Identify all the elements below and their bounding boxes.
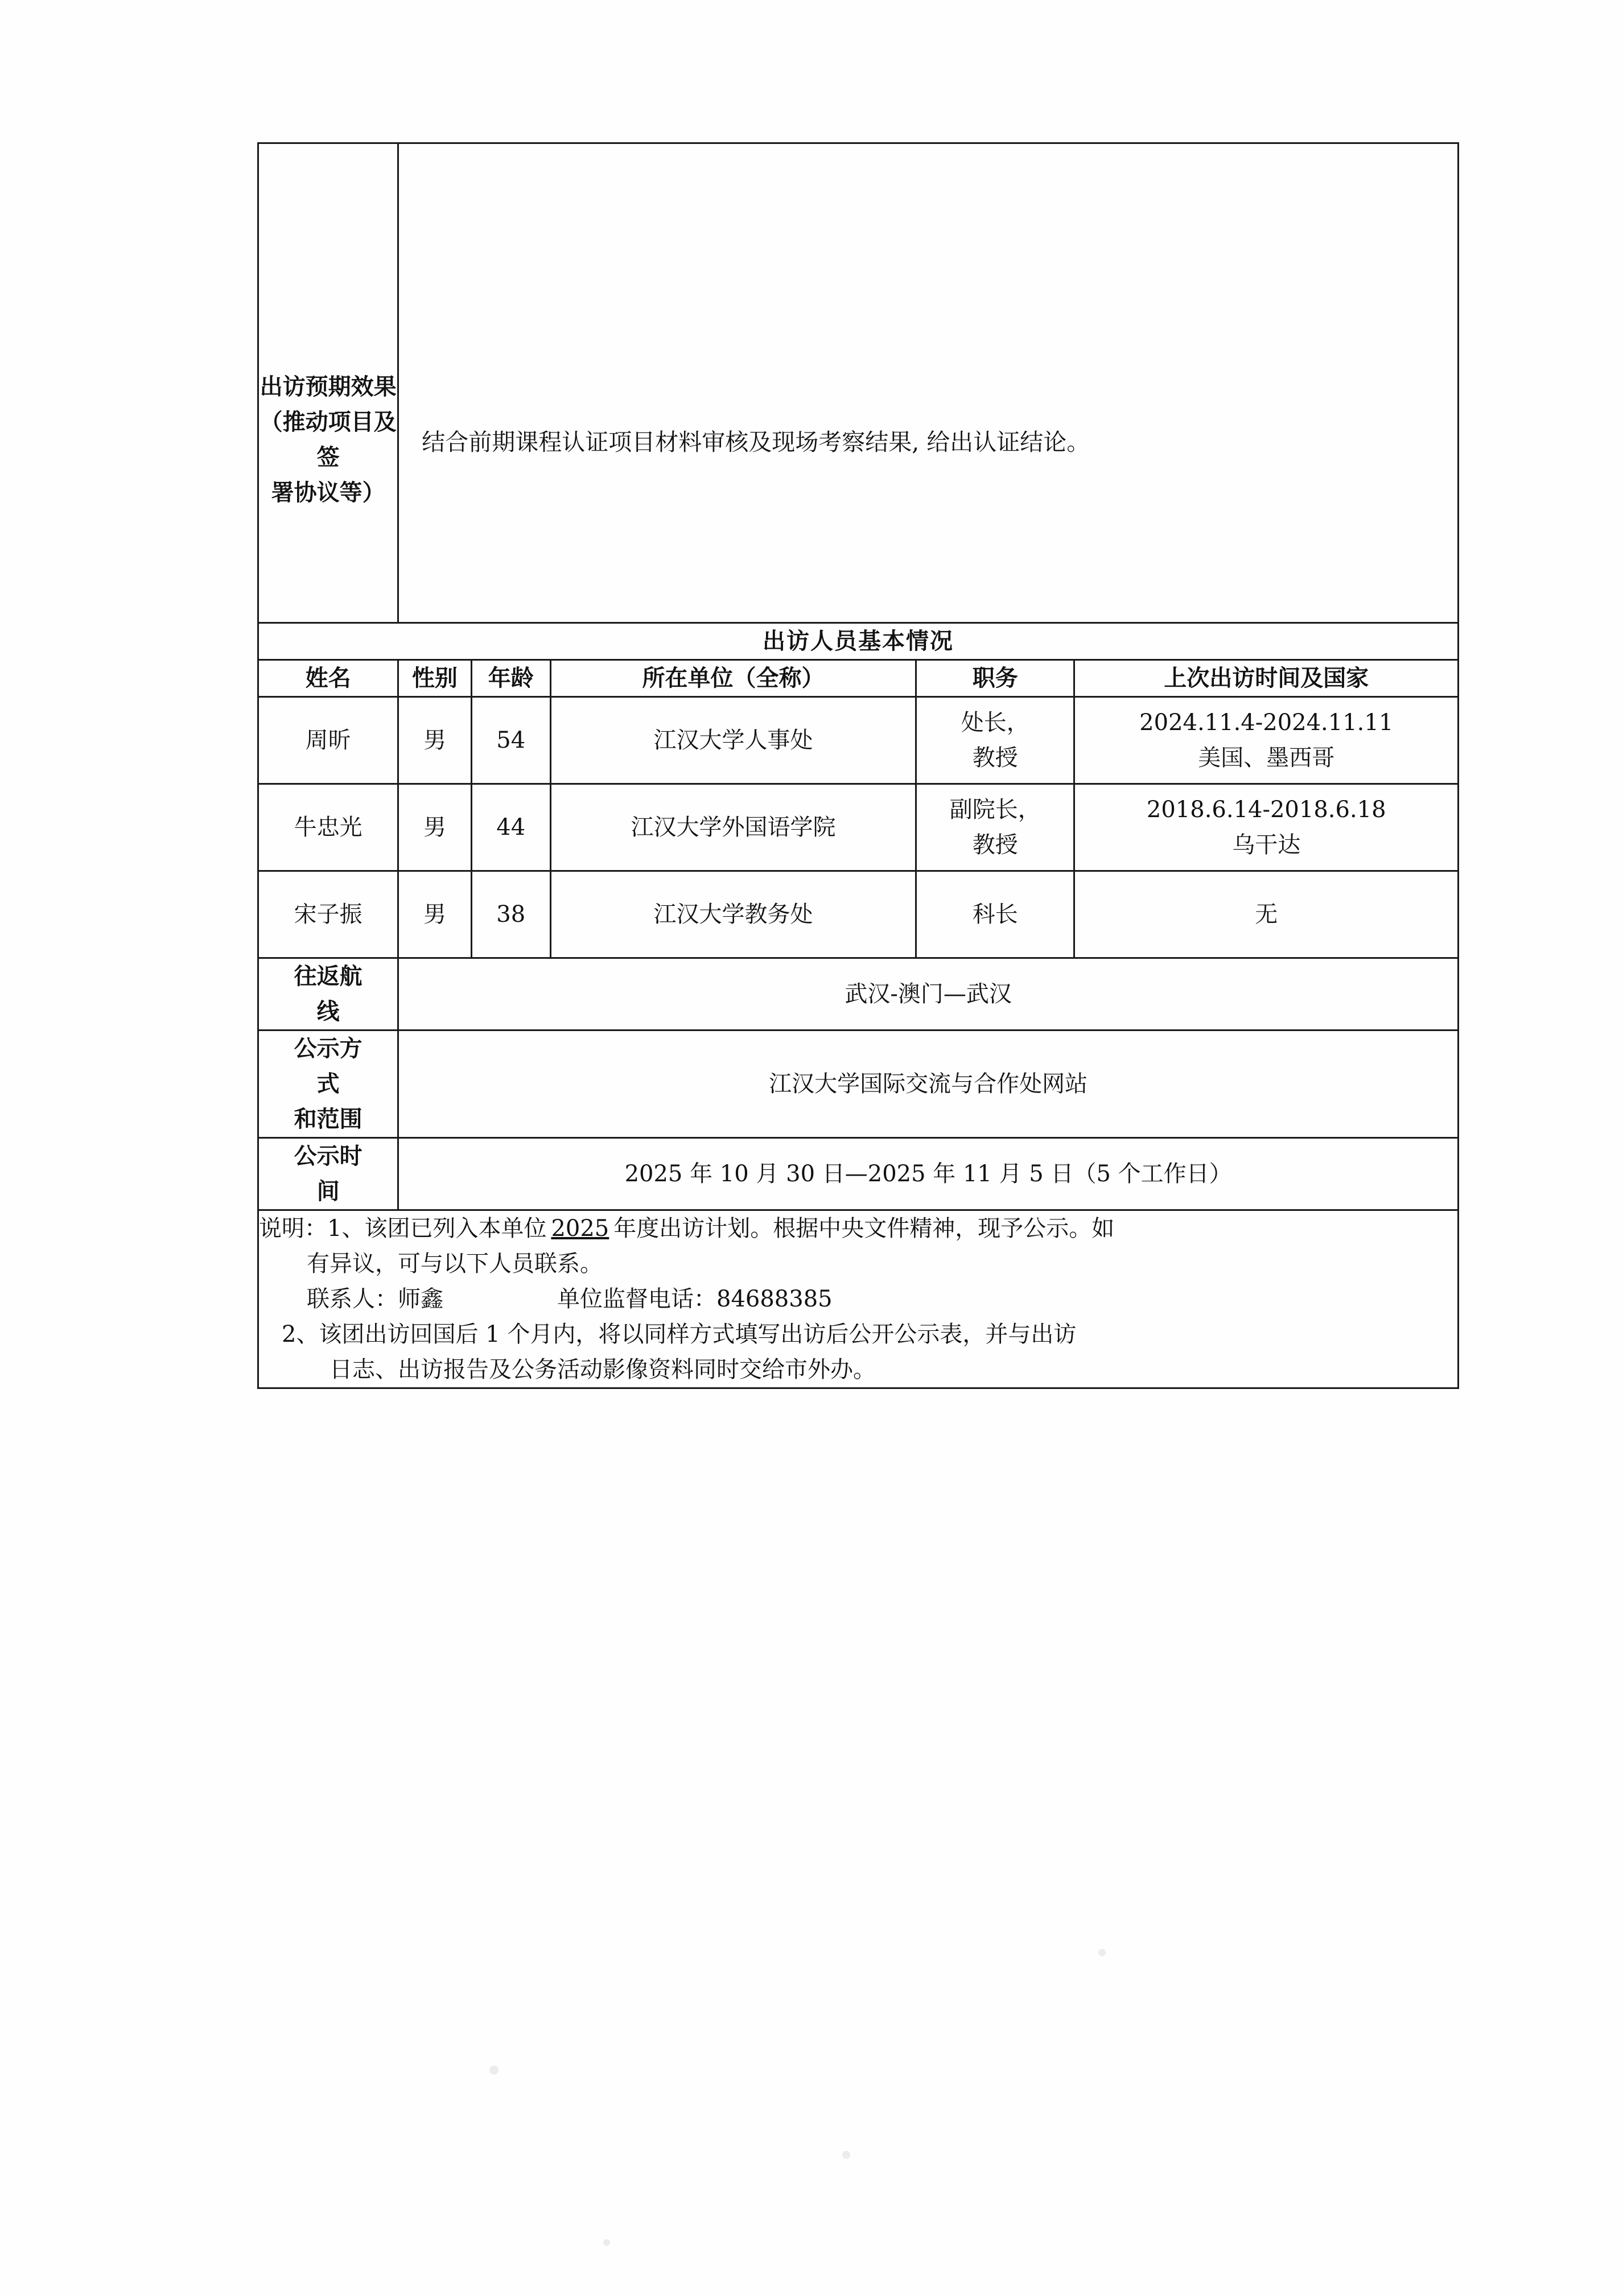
notes-item1-prefix: 说明：1、该团已列入本单位 [259,1215,547,1242]
person-title-line2: 教授 [972,832,1018,858]
person-gender: 男 [398,871,471,958]
person-unit: 江汉大学教务处 [550,871,916,958]
expected-results-row [258,143,1459,623]
person-last-visit [1074,697,1459,784]
person-title [916,784,1074,871]
person-last-visit: 无 [1074,871,1459,958]
notes-item1-suffix: 年度出访计划。根据中央文件精神，现予公示。如 [613,1215,1115,1242]
person-last-visit [1074,784,1459,871]
notes-item1-continued: 有异议，可与以下人员联系。 [307,1251,603,1277]
disclosure-time-label-line2: 间 [316,1178,340,1205]
personnel-section-title: 出访人员基本情况 [258,623,1459,660]
route-value: 武汉-澳门—武汉 [398,958,1459,1030]
route-label-line1: 往返航 [294,963,363,990]
column-header-title: 职务 [916,660,1074,697]
disclosure-method-label-line1: 公示方 [294,1035,363,1062]
person-name: 宋子振 [258,871,398,958]
notes-item2-line2: 日志、出访报告及公务活动影像资料同时交给市外办。 [329,1357,876,1383]
expected-results-label-line3: 署协议等） [271,479,385,506]
column-header-last-visit: 上次出访时间及国家 [1074,660,1459,697]
route-label-line2: 线 [316,998,340,1025]
page-speck [842,2151,850,2159]
person-last-visit-line2: 乌干达 [1232,832,1301,858]
person-age: 38 [471,871,550,958]
person-name: 牛忠光 [258,784,398,871]
table-row [258,871,1459,958]
disclosure-method-label [258,1030,398,1138]
person-title-line1: 副院长， [949,797,1041,823]
notes-item1 [259,1211,1457,1246]
personnel-header-row [258,660,1459,697]
disclosure-time-value: 2025 年 10 月 30 日—2025 年 11 月 5 日（5 个工作日） [398,1138,1459,1210]
notes-item2-line1: 2、该团出访回国后 1 个月内，将以同样方式填写出访后公开公示表，并与出访 [282,1321,1077,1347]
person-title [916,697,1074,784]
disclosure-method-label-line3: 和范围 [294,1106,363,1132]
expected-results-content-cell [398,143,1459,623]
column-header-gender: 性别 [398,660,471,697]
column-header-unit: 所在单位（全称） [550,660,916,697]
expected-results-label-line2: （推动项目及签 [259,409,397,471]
person-last-visit-line1: 2024.11.4-2024.11.11 [1139,710,1394,736]
person-last-visit-line1: 2018.6.14-2018.6.18 [1146,797,1386,823]
expected-results-content: 结合前期课程认证项目材料审核及现场考察结果, 给出认证结论。 [422,428,1090,456]
expected-results-label [258,143,398,623]
expected-results-label-line1: 出访预期效果 [259,373,397,400]
disclosure-method-label-line2: 式 [316,1070,340,1097]
disclosure-method-value: 江汉大学国际交流与合作处网站 [398,1030,1459,1138]
person-title: 科长 [916,871,1074,958]
route-label [258,958,398,1030]
notes-supervision-label: 单位监督电话：84688385 [557,1286,833,1312]
visit-disclosure-table [257,142,1459,1389]
notes-contact-line [259,1281,1457,1317]
person-last-visit-line2: 美国、墨西哥 [1198,745,1335,771]
table-row [258,784,1459,871]
page-speck [1098,1949,1106,1956]
person-age: 44 [471,784,550,871]
notes-contact-label: 联系人：师鑫 [307,1286,443,1312]
disclosure-time-row [258,1138,1459,1210]
person-age: 54 [471,697,550,784]
person-title-line1: 处长， [961,710,1029,736]
disclosure-method-row [258,1030,1459,1138]
notes-cell [258,1210,1459,1388]
person-gender: 男 [398,697,471,784]
table-row [258,697,1459,784]
disclosure-time-label-line1: 公示时 [294,1143,363,1169]
route-row [258,958,1459,1030]
page-speck [603,2239,610,2246]
personnel-section-title-row [258,623,1459,660]
notes-row [258,1210,1459,1388]
disclosure-time-label [258,1138,398,1210]
person-gender: 男 [398,784,471,871]
person-title-line2: 教授 [972,745,1018,771]
page-speck [489,2066,499,2075]
person-name: 周昕 [258,697,398,784]
person-unit: 江汉大学人事处 [550,697,916,784]
notes-item1-year: 2025 [551,1215,609,1242]
person-unit: 江汉大学外国语学院 [550,784,916,871]
column-header-name: 姓名 [258,660,398,697]
column-header-age: 年龄 [471,660,550,697]
